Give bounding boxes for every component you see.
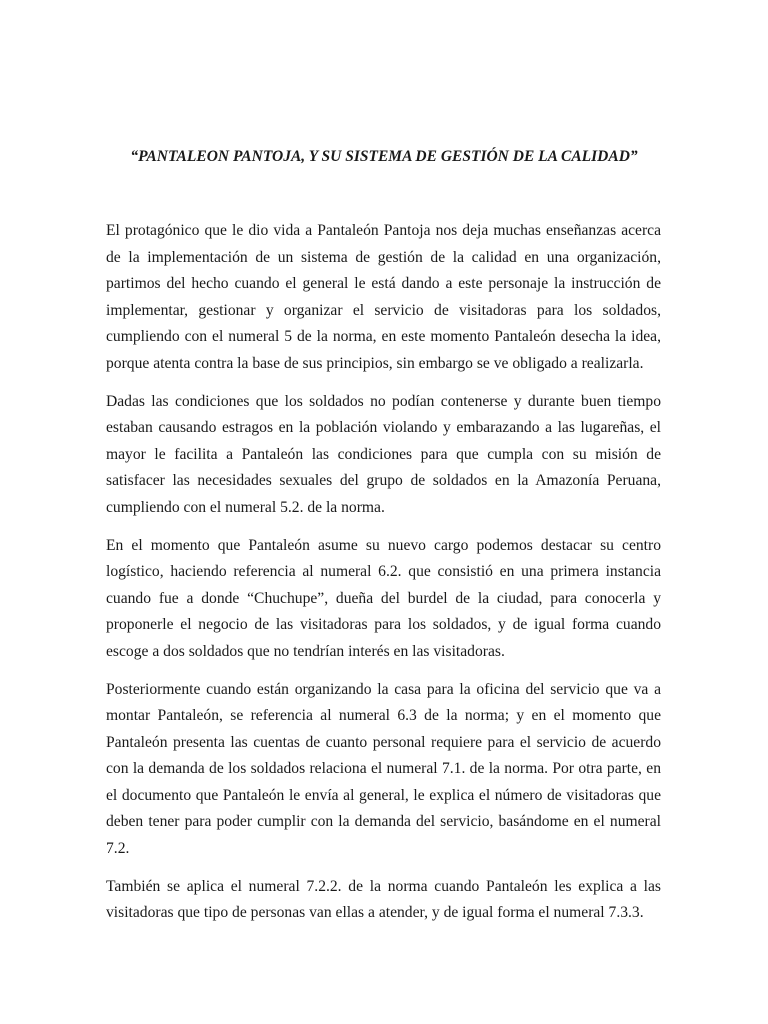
paragraph-5: También se aplica el numeral 7.2.2. de la norma cuando Pantaleón les explica a las visitadoras que tipo de personas van ellas a atender, y de igual forma el numeral 7.3.3. [106, 877, 661, 922]
document-body [106, 218, 661, 938]
paragraph-1: El protagónico que le dio vida a Pantaleón Pantoja nos deja muchas enseñanzas acerca de la implementación de un sistema de gestión de la calidad en una organización, partimos del hecho cuando el general le está dando a este personaje la instrucción de implementar, gestionar y organizar el servicio de visitadoras para los soldados, cumpliendo con el numeral 5 de la norma, en este momento Pantaleón desecha la idea, porque atenta contra la base de sus principios, sin embargo se ve obligado a realizarla. [106, 222, 661, 372]
paragraph-4: Posteriormente cuando están organizando la casa para la oficina del servicio que va a montar Pantaleón, se referencia al numeral 6.3 de la norma; y en el momento que Pantaleón presenta las cuentas de cuanto personal requiere para el servicio de acuerdo con la demanda de los soldados relaciona el numeral 7.1. de la norma. Por otra parte, en el documento que Pantaleón le envía al general, le explica el número de visitadoras que deben tener para poder cumplir con la demanda del servicio, basándome en el numeral 7.2. [106, 680, 661, 858]
paragraph-3: En el momento que Pantaleón asume su nuevo cargo podemos destacar su centro logístico, haciendo referencia al numeral 6.2. que consistió en una primera instancia cuando fue a donde “Chuchupe”, dueña del burdel de la ciudad, para conocerla y proponerle el negocio de las visitadoras para los soldados, y de igual forma cuando escoge a dos soldados que no tendrían interés en las visitadoras. [106, 536, 661, 660]
paragraph-2: Dadas las condiciones que los soldados no podían contenerse y durante buen tiempo estaban causando estragos en la población violando y embarazando a las lugareñas, el mayor le facilita a Pantaleón las condiciones para que cumpla con su misión de satisfacer las necesidades sexuales del grupo de soldados en la Amazonía Peruana, cumpliendo con el numeral 5.2. de la norma. [106, 392, 661, 516]
document-title: “PANTALEON PANTOJA, Y SU SISTEMA DE GESTIÓN DE LA CALIDAD” [130, 148, 638, 165]
